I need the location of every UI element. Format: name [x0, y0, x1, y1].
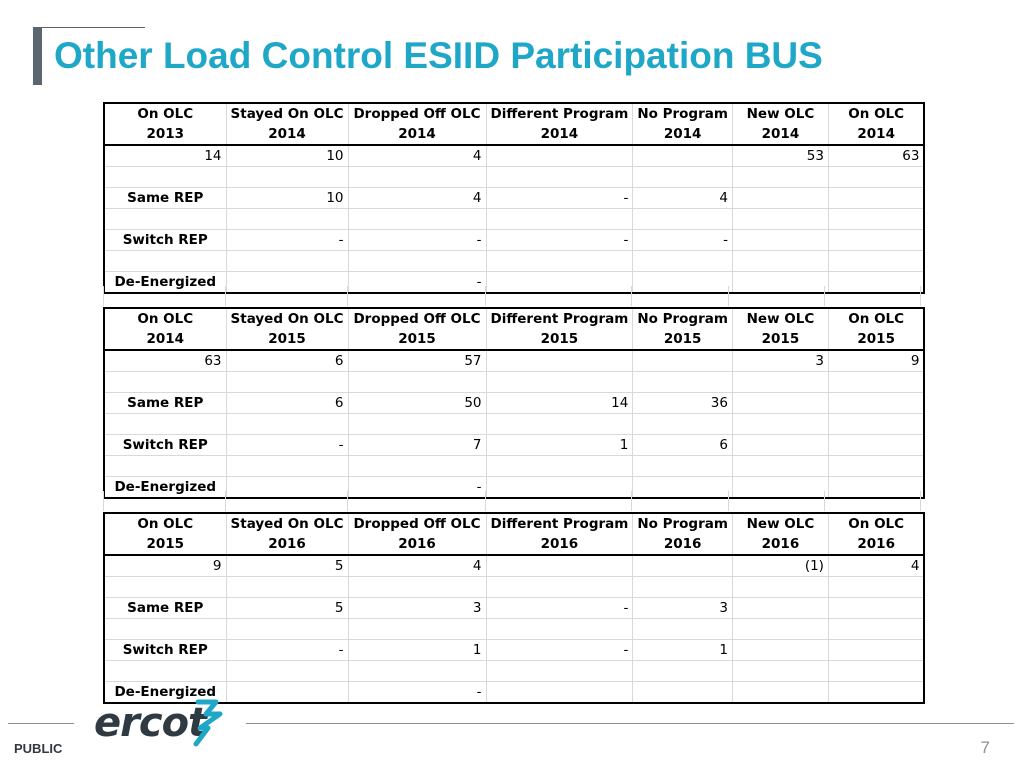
column-header: On OLC [828, 103, 924, 124]
total-cell: 6 [226, 350, 348, 372]
column-header: On OLC [104, 513, 226, 534]
header-row [104, 513, 924, 534]
value-cell: 14 [486, 393, 633, 414]
total-cell: 9 [828, 350, 924, 372]
value-cell [226, 682, 348, 704]
classification-label: PUBLIC [14, 741, 63, 756]
de-energized-row [104, 682, 924, 704]
empty-cell [732, 577, 828, 598]
total-cell [486, 555, 633, 577]
column-header: On OLC [104, 103, 226, 124]
gap-row [104, 491, 921, 511]
value-cell: - [486, 598, 633, 619]
empty-cell [104, 251, 226, 272]
value-cell [633, 682, 733, 704]
value-cell: - [486, 188, 633, 209]
spacer-row [104, 251, 924, 272]
header-row [104, 308, 924, 329]
total-cell: 4 [828, 555, 924, 577]
header-row [104, 103, 924, 124]
value-cell [732, 230, 828, 251]
empty-cell [825, 286, 921, 306]
column-header-year: 2014 [104, 329, 226, 350]
empty-cell [104, 414, 226, 435]
totals-row [104, 555, 924, 577]
value-cell: 5 [226, 598, 348, 619]
header-year-row [104, 124, 924, 145]
column-header-year: 2016 [633, 534, 733, 555]
row-label: Same REP [104, 393, 226, 414]
column-header-year: 2014 [732, 124, 828, 145]
spacer-row [104, 619, 924, 640]
column-header-year: 2016 [828, 534, 924, 555]
empty-cell [104, 619, 226, 640]
column-header-year: 2016 [486, 534, 633, 555]
column-header-year: 2015 [226, 329, 348, 350]
total-cell: 4 [348, 555, 486, 577]
total-cell [486, 350, 633, 372]
column-header-year: 2015 [348, 329, 486, 350]
empty-cell [226, 167, 348, 188]
total-cell: 10 [226, 145, 348, 167]
row-label: Switch REP [104, 230, 226, 251]
empty-cell [828, 456, 924, 477]
value-cell: 4 [633, 188, 733, 209]
value-cell: - [486, 640, 633, 661]
empty-cell [104, 491, 226, 511]
column-header-year: 2015 [104, 534, 226, 555]
empty-cell [486, 286, 632, 306]
empty-cell [348, 456, 486, 477]
empty-cell [828, 251, 924, 272]
value-cell: - [226, 435, 348, 456]
header-year-row [104, 534, 924, 555]
row-label: Same REP [104, 188, 226, 209]
page-number: 7 [980, 738, 990, 757]
value-cell: 3 [348, 598, 486, 619]
spacer-row [104, 661, 924, 682]
column-header: Different Program [486, 308, 633, 329]
empty-cell [226, 286, 348, 306]
value-cell [486, 682, 633, 704]
column-header: No Program [633, 103, 733, 124]
empty-cell [486, 167, 633, 188]
value-cell [732, 682, 828, 704]
column-header-year: 2015 [828, 329, 924, 350]
column-header-year: 2013 [104, 124, 226, 145]
empty-cell [104, 577, 226, 598]
total-cell: 57 [348, 350, 486, 372]
empty-cell [633, 209, 733, 230]
row-label: Same REP [104, 598, 226, 619]
column-header: Dropped Off OLC [348, 103, 486, 124]
empty-cell [348, 491, 486, 511]
empty-cell [632, 491, 729, 511]
column-header-year: 2015 [486, 329, 633, 350]
column-header: Stayed On OLC [226, 103, 348, 124]
row-label: De-Energized [104, 272, 226, 294]
total-cell [486, 145, 633, 167]
empty-cell [226, 414, 348, 435]
gap-row [104, 286, 921, 306]
empty-cell [486, 491, 632, 511]
spacer-row [104, 577, 924, 598]
empty-cell [226, 491, 348, 511]
column-header: Dropped Off OLC [348, 308, 486, 329]
empty-cell [729, 286, 825, 306]
empty-cell [828, 619, 924, 640]
empty-cell [348, 619, 486, 640]
empty-cell [732, 456, 828, 477]
empty-cell [486, 209, 633, 230]
total-cell: 3 [732, 350, 828, 372]
empty-cell [486, 577, 633, 598]
value-cell [828, 188, 924, 209]
value-cell: 6 [226, 393, 348, 414]
column-header: No Program [633, 513, 733, 534]
total-cell: 63 [828, 145, 924, 167]
empty-cell [486, 414, 633, 435]
column-header-year: 2015 [633, 329, 733, 350]
column-header: Stayed On OLC [226, 513, 348, 534]
empty-cell [348, 661, 486, 682]
totals-row [104, 145, 924, 167]
empty-cell [486, 661, 633, 682]
value-cell: - [633, 230, 733, 251]
column-header: New OLC [732, 308, 828, 329]
value-cell [828, 230, 924, 251]
empty-cell [104, 456, 226, 477]
switch-rep-row [104, 230, 924, 251]
total-cell [633, 145, 733, 167]
title-accent-rule [42, 27, 145, 28]
column-header: On OLC [828, 308, 924, 329]
total-cell: 4 [348, 145, 486, 167]
value-cell: 1 [348, 640, 486, 661]
column-header-year: 2014 [226, 124, 348, 145]
olc-table-2 [103, 307, 925, 499]
value-cell [828, 640, 924, 661]
value-cell [732, 435, 828, 456]
value-cell: 50 [348, 393, 486, 414]
empty-cell [633, 167, 733, 188]
total-cell: 9 [104, 555, 226, 577]
column-header-year: 2014 [348, 124, 486, 145]
empty-cell [729, 491, 825, 511]
value-cell: 7 [348, 435, 486, 456]
empty-cell [633, 251, 733, 272]
value-cell: - [348, 682, 486, 704]
value-cell: 36 [633, 393, 733, 414]
empty-cell [633, 619, 733, 640]
same-rep-row [104, 188, 924, 209]
empty-cell [226, 209, 348, 230]
empty-cell [828, 661, 924, 682]
empty-cell [348, 414, 486, 435]
column-header: New OLC [732, 103, 828, 124]
column-header-year: 2016 [226, 534, 348, 555]
totals-row [104, 350, 924, 372]
value-cell: - [348, 477, 486, 499]
empty-cell [348, 286, 486, 306]
empty-cell [828, 414, 924, 435]
total-cell: (1) [732, 555, 828, 577]
empty-cell [633, 456, 733, 477]
empty-cell [732, 209, 828, 230]
column-header-year: 2016 [732, 534, 828, 555]
value-cell [828, 435, 924, 456]
header-year-row [104, 329, 924, 350]
empty-cell [226, 661, 348, 682]
column-header-year: 2014 [486, 124, 633, 145]
column-header: Different Program [486, 513, 633, 534]
empty-cell [226, 577, 348, 598]
empty-cell [486, 456, 633, 477]
value-cell [732, 640, 828, 661]
value-cell: 4 [348, 188, 486, 209]
value-cell [732, 598, 828, 619]
column-header-year: 2015 [732, 329, 828, 350]
column-header: Stayed On OLC [226, 308, 348, 329]
empty-cell [226, 372, 348, 393]
ercot-logo: ercot [94, 700, 207, 746]
empty-cell [226, 619, 348, 640]
empty-cell [104, 286, 226, 306]
empty-cell [828, 167, 924, 188]
same-rep-row [104, 598, 924, 619]
empty-cell [825, 491, 921, 511]
value-cell: - [486, 230, 633, 251]
same-rep-row [104, 393, 924, 414]
spacer-row [104, 414, 924, 435]
column-header: No Program [633, 308, 733, 329]
total-cell: 53 [732, 145, 828, 167]
column-header: On OLC [104, 308, 226, 329]
footer-divider-left [8, 723, 74, 724]
empty-cell [632, 286, 729, 306]
empty-cell [828, 372, 924, 393]
empty-cell [348, 209, 486, 230]
spacer-row [104, 456, 924, 477]
empty-cell [828, 209, 924, 230]
empty-cell [732, 414, 828, 435]
column-header: On OLC [828, 513, 924, 534]
empty-cell [633, 372, 733, 393]
empty-cell [348, 577, 486, 598]
spacer-row [104, 167, 924, 188]
empty-cell [104, 372, 226, 393]
value-cell [828, 393, 924, 414]
empty-cell [486, 372, 633, 393]
empty-cell [348, 372, 486, 393]
title-accent-bar [33, 27, 42, 85]
value-cell: - [348, 230, 486, 251]
value-cell: 1 [486, 435, 633, 456]
value-cell [732, 393, 828, 414]
value-cell: 6 [633, 435, 733, 456]
olc-table-1 [103, 102, 925, 294]
column-header: New OLC [732, 513, 828, 534]
spacer-row [104, 372, 924, 393]
switch-rep-row [104, 435, 924, 456]
total-cell [633, 350, 733, 372]
ercot-logo-mark-icon [190, 698, 226, 748]
empty-cell [732, 661, 828, 682]
value-cell: 3 [633, 598, 733, 619]
value-cell: 1 [633, 640, 733, 661]
row-label: Switch REP [104, 435, 226, 456]
olc-table-3 [103, 512, 925, 704]
switch-rep-row [104, 640, 924, 661]
value-cell: - [226, 640, 348, 661]
empty-cell [104, 209, 226, 230]
total-cell: 63 [104, 350, 226, 372]
empty-cell [486, 619, 633, 640]
value-cell [828, 598, 924, 619]
empty-cell [633, 414, 733, 435]
total-cell: 14 [104, 145, 226, 167]
column-header: Different Program [486, 103, 633, 124]
empty-cell [226, 251, 348, 272]
column-header-year: 2014 [633, 124, 733, 145]
value-cell: - [226, 230, 348, 251]
empty-cell [633, 577, 733, 598]
table-gap-row [103, 491, 921, 511]
empty-cell [226, 456, 348, 477]
empty-cell [486, 251, 633, 272]
column-header-year: 2014 [828, 124, 924, 145]
empty-cell [104, 661, 226, 682]
footer-divider-right [246, 723, 1014, 724]
column-header-year: 2016 [348, 534, 486, 555]
value-cell [828, 682, 924, 704]
empty-cell [633, 661, 733, 682]
spacer-row [104, 209, 924, 230]
value-cell: 10 [226, 188, 348, 209]
row-label: Switch REP [104, 640, 226, 661]
table-gap-row [103, 286, 921, 306]
total-cell: 5 [226, 555, 348, 577]
row-label: De-Energized [104, 682, 226, 704]
row-label: De-Energized [104, 477, 226, 499]
empty-cell [732, 167, 828, 188]
column-header: Dropped Off OLC [348, 513, 486, 534]
empty-cell [732, 372, 828, 393]
empty-cell [732, 619, 828, 640]
empty-cell [828, 577, 924, 598]
empty-cell [348, 167, 486, 188]
empty-cell [732, 251, 828, 272]
total-cell [633, 555, 733, 577]
value-cell [732, 188, 828, 209]
empty-cell [348, 251, 486, 272]
page-title: Other Load Control ESIID Participation BUS [54, 35, 823, 76]
value-cell: - [348, 272, 486, 294]
empty-cell [104, 167, 226, 188]
